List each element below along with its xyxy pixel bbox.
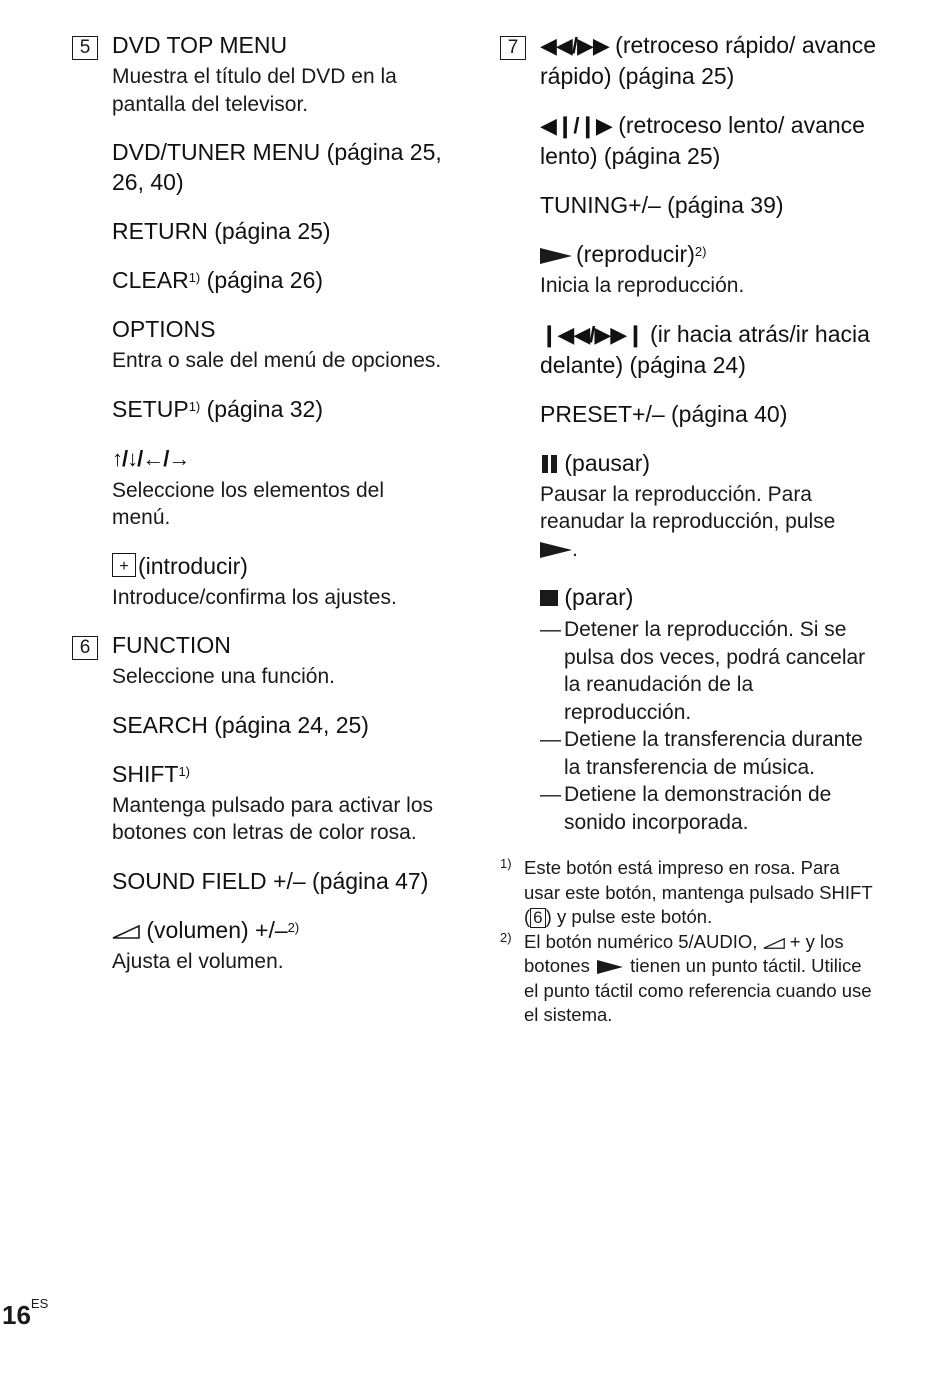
footnote-ref: 1) xyxy=(188,270,201,285)
arrow-keys-icon xyxy=(112,443,447,474)
entry-heading: TUNING+/– (página 39) xyxy=(540,192,784,218)
page-number xyxy=(2,1296,49,1331)
entry-function xyxy=(112,630,447,691)
footnote-text: tienen un punto táctil. Utilice el punto táctil como referencia cuando use el sistema. xyxy=(524,955,872,1025)
pause-description-end: . xyxy=(572,537,578,561)
list-item: — Detiene la transferencia durante la transferencia de música. xyxy=(540,726,880,781)
footnote-ref: 2) xyxy=(694,244,707,259)
entry-heading: DVD/TUNER MENU (página 25, 26, 40) xyxy=(112,139,442,195)
section-ref-box: 6 xyxy=(530,908,545,928)
section-7 xyxy=(500,30,880,836)
entry-label: (ir hacia atrás/ir hacia delante) (página 24) xyxy=(540,320,870,378)
list-item: — Detener la reproducción. Si se pulsa dos veces, podrá cancelar la reanudación de la reproducción. xyxy=(540,616,880,726)
entry-return xyxy=(112,216,447,246)
stop-description-list xyxy=(540,616,880,836)
entry-heading: RETURN (página 25) xyxy=(112,218,331,244)
footnote-text: El botón numérico 5/AUDIO, xyxy=(524,930,763,952)
entry-dvd-top-menu xyxy=(112,30,447,118)
footnote-text: Este botón está impreso en rosa. Para usar este botón, mantenga pulsado SHIFT ( xyxy=(524,857,873,927)
entry-heading xyxy=(112,265,447,295)
entry-shift xyxy=(112,759,447,847)
footnote-mark: 1) xyxy=(500,856,512,871)
volume-icon xyxy=(763,938,785,949)
enter-label: (introducir) xyxy=(138,552,248,579)
entry-pause xyxy=(540,448,880,564)
entry-fast-rewind-forward xyxy=(540,30,880,91)
entry-heading: FUNCTION xyxy=(112,632,231,658)
entry-heading xyxy=(112,394,447,424)
entry-stop xyxy=(540,582,880,836)
arrow-keys-symbols: ↑/↓/←/→ xyxy=(112,445,190,471)
entry-heading: OPTIONS xyxy=(112,316,216,342)
entry-play xyxy=(540,239,880,300)
shift-label: SHIFT xyxy=(112,760,179,787)
page-ref: (página 26) xyxy=(200,267,324,293)
entry-heading xyxy=(540,30,880,91)
section-number-5: 5 xyxy=(72,36,98,60)
section-6 xyxy=(72,630,447,975)
play-icon xyxy=(540,248,572,264)
entry-heading xyxy=(112,915,447,945)
entry-slow-rewind-forward xyxy=(540,110,880,171)
page-ref: (página 32) xyxy=(200,395,323,422)
volume-icon xyxy=(112,925,140,939)
entry-description xyxy=(540,481,880,564)
footnote-ref: 1) xyxy=(188,398,201,414)
entry-setup xyxy=(112,394,447,424)
entry-sound-field xyxy=(112,866,447,896)
footnote-2 xyxy=(500,930,880,1028)
entry-heading: SEARCH (página 24, 25) xyxy=(112,711,369,738)
entry-options xyxy=(112,314,447,375)
entry-search xyxy=(112,710,447,740)
slow-rewind-forward-icon: ◀❙/❙▶ xyxy=(540,113,612,138)
page-language: ES xyxy=(30,1296,49,1311)
entry-heading xyxy=(540,448,880,478)
page-number-value: 16 xyxy=(2,1300,31,1330)
right-column xyxy=(500,30,880,1028)
entry-prev-next xyxy=(540,319,880,380)
prev-next-icon: ❙◀◀/▶▶❙ xyxy=(540,321,644,347)
footnote-ref: 1) xyxy=(178,763,191,779)
play-icon xyxy=(540,542,572,558)
entry-heading xyxy=(540,319,880,380)
pause-description: Pausar la reproducción. Para reanudar la reproducción, pulse xyxy=(540,482,836,533)
fast-rewind-forward-icon: ◀◀/▶▶ xyxy=(540,33,609,58)
footnotes xyxy=(500,856,880,1028)
entry-description: Entra o sale del menú de opciones. xyxy=(112,349,442,372)
entry-description: Mantenga pulsado para activar los botones con letras de color rosa. xyxy=(112,793,434,844)
section-number-7: 7 xyxy=(500,36,526,60)
pause-label: (pausar) xyxy=(564,449,651,476)
pause-icon xyxy=(540,455,558,473)
entry-dvd-tuner-menu xyxy=(112,137,447,197)
entry-label: (retroceso lento/ avance lento) (página 25) xyxy=(540,112,865,169)
stop-label: (parar) xyxy=(564,584,634,610)
entry-heading: PRESET+/– (página 40) xyxy=(540,400,788,427)
setup-label: SETUP xyxy=(112,395,189,422)
entry-heading xyxy=(540,110,880,171)
section-5 xyxy=(72,30,447,611)
play-icon xyxy=(597,960,623,974)
entry-heading: DVD TOP MENU xyxy=(112,32,288,58)
entry-heading: SOUND FIELD +/– (página 47) xyxy=(112,867,429,894)
entry-heading xyxy=(112,759,447,789)
footnote-text: ) y pulse este botón. xyxy=(545,906,713,927)
entry-heading xyxy=(540,582,880,612)
entry-volume xyxy=(112,915,447,976)
entry-heading xyxy=(540,239,880,269)
play-label: (reproducir) xyxy=(576,241,695,267)
entry-tuning xyxy=(540,190,880,220)
entry-description: Introduce/confirma los ajustes. xyxy=(112,585,397,609)
section-number-6: 6 xyxy=(72,636,98,660)
entry-enter xyxy=(112,551,447,612)
entry-description: Seleccione una función. xyxy=(112,665,335,688)
footnote-ref: 2) xyxy=(287,919,300,935)
entry-arrows xyxy=(112,443,447,532)
volume-label: (volumen) +/– xyxy=(140,916,288,943)
entry-preset xyxy=(540,399,880,429)
entry-description: Ajusta el volumen. xyxy=(112,949,284,973)
list-item: — Detiene la demonstración de sonido incorporada. xyxy=(540,781,880,836)
left-column xyxy=(72,30,447,994)
footnote-mark: 2) xyxy=(500,929,512,945)
entry-description: Inicia la reproducción. xyxy=(540,274,745,297)
entry-description: Muestra el título del DVD en la pantalla del televisor. xyxy=(112,65,397,116)
entry-description: Seleccione los elementos del menú. xyxy=(112,478,384,529)
clear-label: CLEAR xyxy=(112,267,189,293)
enter-icon xyxy=(112,553,136,577)
entry-clear xyxy=(112,265,447,295)
stop-icon xyxy=(540,590,558,606)
entry-label: (retroceso rápido/ avance rápido) (página 25) xyxy=(540,32,876,89)
footnote-1 xyxy=(500,856,880,930)
footnote-text: + y los botones xyxy=(524,930,844,976)
entry-heading xyxy=(112,551,447,581)
